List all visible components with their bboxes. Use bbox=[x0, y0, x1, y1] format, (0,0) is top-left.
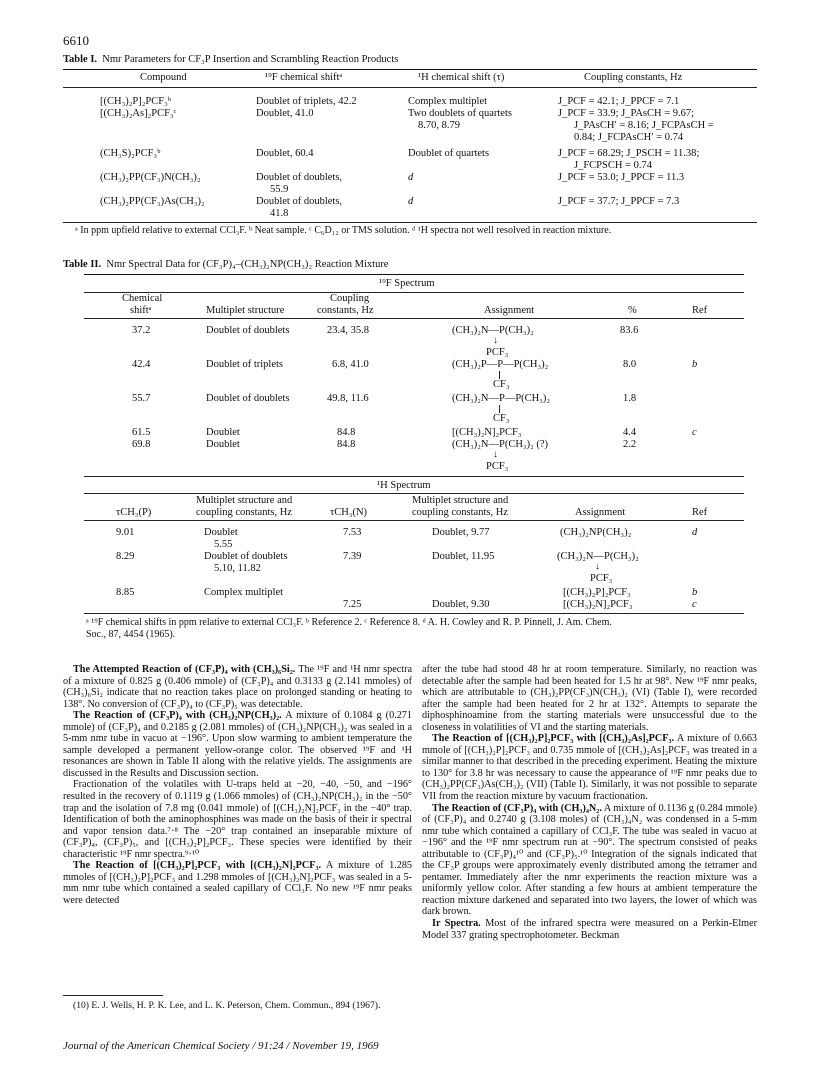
table2-f-header-coupling: constants, Hz bbox=[317, 305, 374, 316]
table2-h-assignment: (CH₃)₂N—P(CH₃)₂ bbox=[557, 551, 639, 562]
table2-caption bbox=[63, 259, 388, 270]
page-number: 6610 bbox=[63, 33, 89, 48]
table2-f-shift: 69.8 bbox=[132, 439, 151, 450]
paragraph-text: The ¹⁹F and ¹H nmr spectra of a mixture of 0.825 g (0.406 mmole) of (CF₃P)₄ and 0.3133 g (2.141 mmoles) of (CH₃)₆Si₂ indicate that no reaction takes place on prolonged standing or heating to 138°. No conversion of (CF₃P)₄ to (CF₃P)₅ was detectable. bbox=[63, 664, 412, 710]
table1-row-19f: Doublet of doublets, bbox=[256, 172, 343, 183]
table1-caption-text: Nmr Parameters for CF₃P Insertion and Scrambling Reaction Products bbox=[102, 54, 399, 65]
table2-f-ref: c bbox=[692, 427, 697, 438]
table1-row-19f: Doublet of triplets, 42.2 bbox=[256, 96, 357, 107]
table2-h-ref: c bbox=[692, 599, 697, 610]
table1-row-19f-value: 41.8 bbox=[270, 208, 289, 219]
table2-f-assignment-sub: CF₃ bbox=[493, 379, 510, 390]
paragraph bbox=[422, 918, 757, 941]
table2-f-title-rule bbox=[84, 292, 744, 293]
table2-f-shift: 55.7 bbox=[132, 393, 151, 404]
table1-row-coupling: J_PAsCH′ = 8.16; J_FCPAsCH = bbox=[574, 120, 714, 131]
table1-footnote: ᵃ In ppm upfield relative to external CCl₃F. ᵇ Neat sample. ᶜ C₆D₁₂ or TMS solution. ᵈ ¹H spectra not well resolved in reaction mixture. bbox=[75, 225, 612, 236]
paragraph-heading: The Reaction of [(CH₃)₂P]₂PCF₃ with [(CH₃)₂As]₂PCF₃. bbox=[432, 733, 675, 745]
table2-h-assignment-sub: PCF₃ bbox=[590, 573, 613, 584]
table2-h-tn: 7.25 bbox=[343, 599, 362, 610]
table2-h-title-rule bbox=[84, 493, 744, 494]
paragraph-text: A mixture of 0.663 mmole of [(CH₃)₂P]₂PCF₃ and 0.735 mmole of [(CH₃)₂As]₂PCF₃ was treated in a similar manner to that described in the preceding experiment. Heating the mixture to 130° for 3.8 hr was necessary to cause the appearance of ¹⁹F nmr peaks due to (CH₃)₂PP(CF₃)As(CH₃)₂ (VII) (Table I). Similarly, it was not possible to separate VII from the reaction mixture by vacuum fractionation. bbox=[422, 733, 758, 803]
down-arrow-icon: ↓ bbox=[595, 561, 600, 572]
paragraph-text: Most of the infrared spectra were measured on a Perkin-Elmer Model 337 grating spectrophotometer. Beckman bbox=[422, 918, 758, 941]
table1-row-compound: (CH₃)₂PP(CF₃)N(CH₃)₂ bbox=[100, 172, 201, 183]
table2-f-spectrum-title: ¹⁹F Spectrum bbox=[379, 278, 435, 289]
table1-row-19f: Doublet of doublets, bbox=[256, 196, 343, 207]
footnote-separator bbox=[63, 995, 163, 996]
table2-h-spectrum-title: ¹H Spectrum bbox=[377, 480, 431, 491]
table1-header-coupling: Coupling constants, Hz bbox=[584, 72, 683, 83]
table2-h-tp: 8.29 bbox=[116, 551, 135, 562]
table2-f-percent: 8.0 bbox=[623, 359, 637, 370]
table1-bottom-rule bbox=[63, 222, 757, 223]
reference-footnote: (10) E. J. Wells, H. P. K. Lee, and L. K. Peterson, Chem. Commun., 894 (1967). bbox=[73, 1000, 381, 1011]
table2-top-rule bbox=[84, 274, 744, 275]
table1-header-1h: ¹H chemical shift (τ) bbox=[418, 72, 505, 83]
table1-row-19f-value: 55.9 bbox=[270, 184, 289, 195]
table2-f-percent: 1.8 bbox=[623, 393, 637, 404]
table2-footnote: Soc., 87, 4454 (1965). bbox=[86, 629, 176, 640]
table1-row-compound: (CH₃)₂PP(CF₃)As(CH₃)₂ bbox=[100, 196, 205, 207]
paragraph-heading: The Attempted Reaction of (CF₃P)₄ with (CH₃)₆Si₂. bbox=[73, 664, 296, 675]
table1-row-19f: Doublet, 41.0 bbox=[256, 108, 314, 119]
table1-row-coupling: J_PCF = 37.7; J_PPCF = 7.3 bbox=[558, 196, 680, 207]
table2-h-header-tn: τCH₃(N) bbox=[330, 507, 368, 518]
bond-line bbox=[499, 371, 500, 379]
table2-f-coupling: 84.8 bbox=[337, 439, 356, 450]
table2-h-tn: 7.53 bbox=[343, 527, 362, 538]
table2-f-header-rule bbox=[84, 318, 744, 319]
table2-h-header-tp: τCH₃(P) bbox=[116, 507, 152, 518]
table2-caption-text: Nmr Spectral Data for (CF₃P)₄–(CH₃)₂NP(CH₃)₂ Reaction Mixture bbox=[106, 259, 389, 270]
table2-h-mult2: Doublet, 9.77 bbox=[432, 527, 490, 538]
table2-f-assignment-sub: CF₃ bbox=[493, 413, 510, 424]
table2-f-coupling: 84.8 bbox=[337, 427, 356, 438]
table2-f-header-ref: Ref bbox=[692, 305, 708, 316]
paragraph bbox=[63, 664, 412, 710]
table1-row-1h: d bbox=[408, 196, 414, 207]
table2-h-assignment: [(CH₃)₂P]₂PCF₃ bbox=[563, 587, 631, 598]
paragraph-text: A mixture of 0.1136 g (0.284 mmole) of (CF₃P)₄ and 0.2740 g (3.108 moles) of (CH₃)₄N₂ was condensed in a 5-mm nmr tube which contained a capillary of CCl₃F. The tube was sealed in vacuo at −196° and the ¹⁹F nmr spectrum run at −90°. The spectrum consisted of peaks attributable to (CF₃P)₄¹⁰ and (CF₃P)₅.¹⁰ Integration of the signals indicated that the CF₃P groups were approximately evenly distributed among the tetramer and pentamer. Immediately after the nmr experiments the reaction mixture was a uniformly yellow color. After standing a few hours at ambient temperature the reaction mixture darkened and separated into two layers, the lower of which was dark brown. bbox=[422, 802, 758, 918]
table2-f-ref: b bbox=[692, 359, 698, 370]
table2-f-bottom-rule bbox=[84, 476, 744, 477]
table2-f-shift: 37.2 bbox=[132, 325, 151, 336]
table2-h-mult: Doublet of doublets bbox=[204, 551, 288, 562]
paragraph bbox=[63, 860, 412, 906]
paragraph-text: Fractionation of the volatiles with U-traps held at −20, −40, −50, and −196° resulted in the recovery of 0.1119 g (1.066 mmoles) of (CH₃)₂NP(CH₃)₂ in the −50° trap and the isolation of 7.8 mg (0.041 mmole) of [(CH₃)₂N]₂PCF₃ in the −40° trap. Identification of both the aminophosphines was made on the basis of their ir spectral and vapor tension data.⁷·⁸ The −20° trap contained an inseparable mixture of (CF₃P)₄, (CF₃P)₅, and [(CH₃)₂P]₂PCF₃. These species were identified by their characteristic ¹⁹F nmr spectra.⁹·¹⁰ bbox=[63, 779, 412, 860]
table2-h-header-mult2: Multiplet structure and bbox=[412, 495, 509, 506]
table1-row-1h: Doublet of quartets bbox=[408, 148, 490, 159]
table2-h-mult: Complex multiplet bbox=[204, 587, 284, 598]
table2-footnote: ᵃ ¹⁹F chemical shifts in ppm relative to external CCl₃F. ᵇ Reference 2. ᶜ Reference 8. ᵈ A. H. Cowley and R. P. Pinnell, J. Am. Chem. bbox=[86, 617, 612, 628]
table2-h-header-assignment: Assignment bbox=[575, 507, 626, 518]
table2-f-assignment: (CH₃)₂P—P—P(CH₃)₂ bbox=[452, 359, 549, 370]
table2-h-tn: 7.39 bbox=[343, 551, 362, 562]
table2-h-tp: 8.85 bbox=[116, 587, 135, 598]
table2-f-mult: Doublet bbox=[206, 427, 240, 438]
paragraph bbox=[422, 664, 757, 733]
paragraph bbox=[63, 710, 412, 779]
paragraph-heading: Ir Spectra. bbox=[432, 918, 481, 930]
paragraph-text: A mixture of 1.285 mmoles of [(CH₃)₂P]₂PCF₃ and 1.298 mmoles of [(CH₃)₂N]₂PCF₃ was sealed in a 5-mm nmr tube which contained a sealed capillary of CCl₃F. No new ¹⁹F nmr peaks were detected bbox=[63, 860, 413, 906]
table2-h-mult2: Doublet, 9.30 bbox=[432, 599, 490, 610]
paragraph bbox=[63, 779, 412, 860]
table2-f-assignment-sub: PCF₃ bbox=[486, 347, 509, 358]
table2-f-coupling: 6.8, 41.0 bbox=[332, 359, 369, 370]
table2-h-header-ref: Ref bbox=[692, 507, 708, 518]
table2-f-assignment: (CH₃)₂N—P—P(CH₃)₂ bbox=[452, 393, 551, 404]
table2-h-ref: b bbox=[692, 587, 698, 598]
paragraph-heading: The Reaction of (CF₃P)₄ with (CH₃)₂NP(CH₃)₂. bbox=[73, 710, 282, 722]
table2-h-header-mult: coupling constants, Hz bbox=[196, 507, 292, 518]
table2-f-assignment: (CH₃)₂N—P(CH₃)₂ (?) bbox=[452, 439, 549, 450]
table2-f-coupling: 23.4, 35.8 bbox=[327, 325, 369, 336]
table1-header-rule bbox=[63, 87, 757, 88]
table2-f-shift: 61.5 bbox=[132, 427, 151, 438]
journal-footer: Journal of the American Chemical Society / 91:24 / November 19, 1969 bbox=[63, 1040, 379, 1052]
table2-f-header-mult: Multiplet structure bbox=[206, 305, 285, 316]
table2-f-mult: Doublet of doublets bbox=[206, 325, 290, 336]
table1-row-compound: (CH₃S)₂PCF₃ᵇ bbox=[100, 148, 161, 159]
table1-row-coupling: J_PCF = 42.1; J_PPCF = 7.1 bbox=[558, 96, 680, 107]
body-column-right bbox=[422, 664, 757, 941]
table2-h-ref: d bbox=[692, 527, 698, 538]
paragraph-text: A mixture of 0.1084 g (0.271 mmole) of (CF₃P)₄ and 0.2185 g (2.081 mmoles) of (CH₃)₂NP(CH₃)₂ was sealed in a 5-mm nmr tube in vacuo at −196°. Upon slow warming to ambient temperature the sample developed a permanent yellow-orange color. The observed ¹⁹F and ¹H resonances are shown in Table II along with the relative yields. The assignments are discussed in the Results and Discussion section. bbox=[63, 710, 412, 779]
table2-f-header-shift: Chemical bbox=[122, 293, 163, 304]
table1-row-compound: [(CH₃)₂P]₂PCF₃ᵇ bbox=[100, 96, 171, 107]
table1-row-coupling: 0.84; J_FCPAsCH′ = 0.74 bbox=[574, 132, 684, 143]
table1-row-1h: Two doublets of quartets bbox=[408, 108, 512, 119]
table1-row-1h: d bbox=[408, 172, 414, 183]
table2-f-assignment: (CH₃)₂N—P(CH₃)₂ bbox=[452, 325, 534, 336]
down-arrow-icon: ↓ bbox=[493, 335, 498, 346]
table2-f-mult: Doublet of doublets bbox=[206, 393, 290, 404]
table2-f-mult: Doublet bbox=[206, 439, 240, 450]
table2-f-header-shift: shiftᵃ bbox=[130, 305, 152, 316]
table1-caption bbox=[63, 54, 398, 65]
table2-h-mult2: Doublet, 11.95 bbox=[432, 551, 495, 562]
table2-f-assignment-sub: PCF₃ bbox=[486, 461, 509, 472]
table2-bottom-rule bbox=[84, 613, 744, 614]
bond-line bbox=[499, 405, 500, 413]
table2-f-coupling: 49.8, 11.6 bbox=[327, 393, 369, 404]
table2-h-mult-value: 5.55 bbox=[214, 539, 233, 550]
table2-f-mult: Doublet of triplets bbox=[206, 359, 283, 370]
table1-row-19f: Doublet, 60.4 bbox=[256, 148, 314, 159]
table2-h-header-mult2: coupling constants, Hz bbox=[412, 507, 508, 518]
table1-header-19f: ¹⁹F chemical shiftᵃ bbox=[265, 72, 343, 83]
table1-row-coupling: J_PCF = 53.0; J_PPCF = 11.3 bbox=[558, 172, 685, 183]
table1-row-compound: [(CH₃)₂As]₂PCF₃ᶜ bbox=[100, 108, 177, 119]
table1-row-coupling: J_PCF = 68.29; J_PSCH = 11.38; bbox=[558, 148, 700, 159]
table2-h-header-mult: Multiplet structure and bbox=[196, 495, 293, 506]
table1-row-coupling: J_FCPSCH = 0.74 bbox=[574, 160, 652, 171]
table2-f-percent: 83.6 bbox=[620, 325, 639, 336]
table2-f-percent: 2.2 bbox=[623, 439, 637, 450]
table2-h-tp: 9.01 bbox=[116, 527, 135, 538]
table2-f-header-coupling: Coupling bbox=[330, 293, 370, 304]
table1-top-rule bbox=[63, 69, 757, 70]
paragraph-text: after the tube had stood 48 hr at room temperature. Similarly, no reaction was detectable after the sample had been heated for 1.5 hr at 98°. New ¹⁹F nmr peaks, which are attributable to (CH₃)₂PP(CF₃)N(CH₃)₂ (VI) (Table I), were recorded after the sample had been heated for 2 hr at 132°. Attempts to separate the diphosphinoamine from the starting materials were unsuccessful due to the closeness in volatilities of VI and the starting materials. bbox=[422, 664, 757, 733]
table2-h-mult-value: 5.10, 11.82 bbox=[214, 563, 261, 574]
table2-f-shift: 42.4 bbox=[132, 359, 151, 370]
paragraph bbox=[422, 803, 757, 918]
table2-f-header-assignment: Assignment bbox=[484, 305, 535, 316]
table2-f-assignment: [(CH₃)₂N]₂PCF₃ bbox=[452, 427, 522, 438]
table2-f-percent: 4.4 bbox=[623, 427, 637, 438]
down-arrow-icon: ↓ bbox=[493, 449, 498, 460]
table1-row-1h: Complex multiplet bbox=[408, 96, 488, 107]
paragraph-heading: The Reaction of [(CH₃)₂P]₂PCF₃ with [(CH₃)₂N]₂PCF₃. bbox=[73, 860, 322, 872]
paragraph-heading: The Reaction of (CF₃P)₄ with (CH₃)₄N₂. bbox=[432, 802, 602, 814]
table2-h-assignment: (CH₃)₂NP(CH₃)₂ bbox=[560, 527, 632, 538]
paragraph bbox=[422, 733, 757, 802]
body-column-left bbox=[63, 664, 412, 906]
table2-h-mult: Doublet bbox=[204, 527, 238, 538]
table2-h-header-rule bbox=[84, 520, 744, 521]
table1-row-coupling: J_PCF = 33.9; J_PAsCH = 9.67; bbox=[558, 108, 695, 119]
table1-row-1h-values: 8.70, 8.79 bbox=[418, 120, 460, 131]
table1-header-compound: Compound bbox=[140, 72, 187, 83]
table2-f-header-percent: % bbox=[628, 305, 637, 316]
table2-h-assignment: [(CH₃)₂N]₂PCF₃ bbox=[563, 599, 633, 610]
table2-caption-label: Table II. bbox=[63, 259, 102, 270]
table1-caption-label: Table I. bbox=[63, 54, 98, 65]
